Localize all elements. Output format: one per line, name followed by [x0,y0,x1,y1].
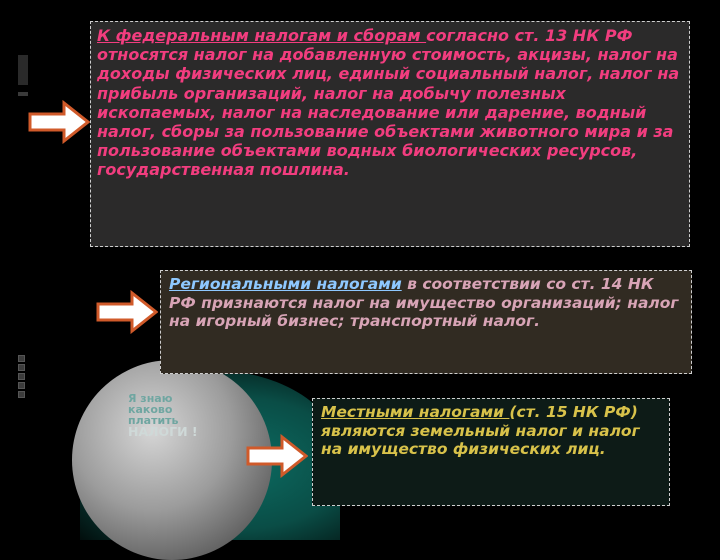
decorative-bar [18,55,28,85]
regional-taxes-box [160,270,692,374]
decorative-square [18,391,25,398]
coin-image [72,360,272,560]
local-taxes-text: (ст. 15 НК РФ) являются земельный налог и налог на имущество физических лиц. [321,403,640,459]
decorative-bar-small [18,92,28,96]
decorative-square [18,364,25,371]
local-taxes-box [312,398,670,506]
coin-caption-line: НАЛОГИ ! [128,424,198,439]
coin-caption-line: Я знаю [128,392,173,405]
arrow-right-icon [96,290,158,334]
federal-taxes-box [90,21,690,247]
coin-caption-line: каково [128,403,173,416]
arrow-right-icon [28,100,90,144]
federal-taxes-text: согласно ст. 13 НК РФ относятся налог на добавленную стоимость, акцизы, налог на доходы физических лиц, единый социальный налог, налог на прибыль организаций, налог на добычу полезных ископаемых, налог на наследование или дарение, водный налог, сборы за пользование объектами животного мира и за пользование объектами водных биологических ресурсов, государственная пошлина. [97,26,680,180]
federal-taxes-heading: К федеральным налогам и сборам [97,26,427,45]
arrow-right-icon [246,434,308,478]
regional-taxes-heading: Региональными налогами [169,275,402,293]
coin-caption [128,393,268,439]
coin-caption-line: платить [128,414,179,427]
decorative-square [18,355,25,362]
regional-taxes-text: в соответствии со ст. 14 НК РФ признаются налог на имущество организаций; налог на игорный бизнес; транспортный налог. [169,275,679,331]
decorative-square [18,373,25,380]
decorative-square [18,382,25,389]
local-taxes-heading: Местными налогами [321,403,510,421]
